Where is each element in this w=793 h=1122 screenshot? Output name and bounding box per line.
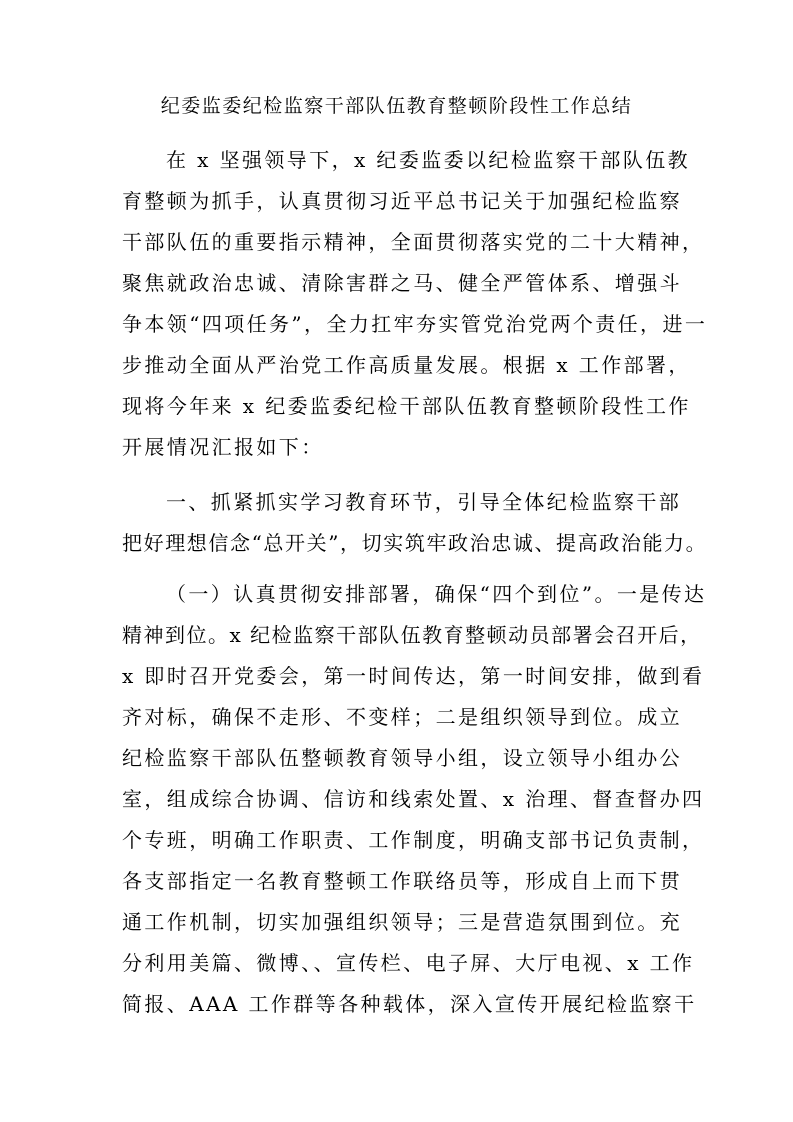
paragraph-1-line-4: 聚焦就政治忠诚、清除害群之马、健全严管体系、增强斗: [122, 271, 682, 295]
paragraph-3-line-6: 室，组成综合协调、信访和线索处置、x 治理、督查督办四: [122, 787, 705, 811]
paragraph-1-line-8: 开展情况汇报如下：: [122, 435, 324, 459]
paragraph-3-line-8: 各支部指定一名教育整顿工作联络员等，形成自上而下贯: [122, 869, 682, 893]
paragraph-3-line-7: 个专班，明确工作职责、工作制度，明确支部书记负责制，: [122, 828, 705, 852]
document-title: 纪委监委纪检监察干部队伍教育整顿阶段性工作总结: [160, 95, 633, 117]
paragraph-1-line-7: 现将今年来 x 纪委监委纪检干部队伍教育整顿阶段性工作: [122, 394, 691, 418]
paragraph-3-line-2: 精神到位。x 纪检监察干部队伍教育整顿动员部署会召开后，: [122, 623, 702, 647]
paragraph-1-line-3: 干部队伍的重要指示精神，全面贯彻落实党的二十大精神，: [122, 230, 705, 254]
paragraph-3-line-9: 通工作机制，切实加强组织领导；三是营造氛围到位。充: [122, 910, 682, 934]
paragraph-3-line-1: （一）认真贯彻安排部署，确保“四个到位”。一是传达: [166, 582, 707, 606]
paragraph-3-line-10: 分利用美篇、微博、、宣传栏、电子屏、大厅电视、x 工作: [122, 951, 695, 975]
paragraph-2-line-1: 一、抓紧抓实学习教育环节，引导全体纪检监察干部: [166, 490, 682, 514]
paragraph-3-line-11: 简报、AAA 工作群等各种载体，深入宣传开展纪检监察干: [122, 992, 697, 1016]
paragraph-1-line-1: 在 x 坚强领导下，x 纪委监委以纪检监察干部队伍教: [166, 148, 691, 172]
paragraph-2-line-2: 把好理想信念“总开关”，切实筑牢政治忠诚、提高政治能力。: [122, 531, 708, 555]
paragraph-3-line-5: 纪检监察干部队伍整顿教育领导小组，设立领导小组办公: [122, 746, 682, 770]
paragraph-1-line-6: 步推动全面从严治党工作高质量发展。根据 x 工作部署，: [122, 353, 691, 377]
paragraph-1-line-2: 育整顿为抓手，认真贯彻习近平总书记关于加强纪检监察: [122, 189, 682, 213]
paragraph-3-line-3: x 即时召开党委会，第一时间传达，第一时间安排，做到看: [122, 664, 705, 688]
paragraph-1-line-5: 争本领“四项任务”，全力扛牢夯实管党治党两个责任，进一: [122, 312, 708, 336]
paragraph-3-line-4: 齐对标，确保不走形、不变样；二是组织领导到位。成立: [122, 705, 682, 729]
